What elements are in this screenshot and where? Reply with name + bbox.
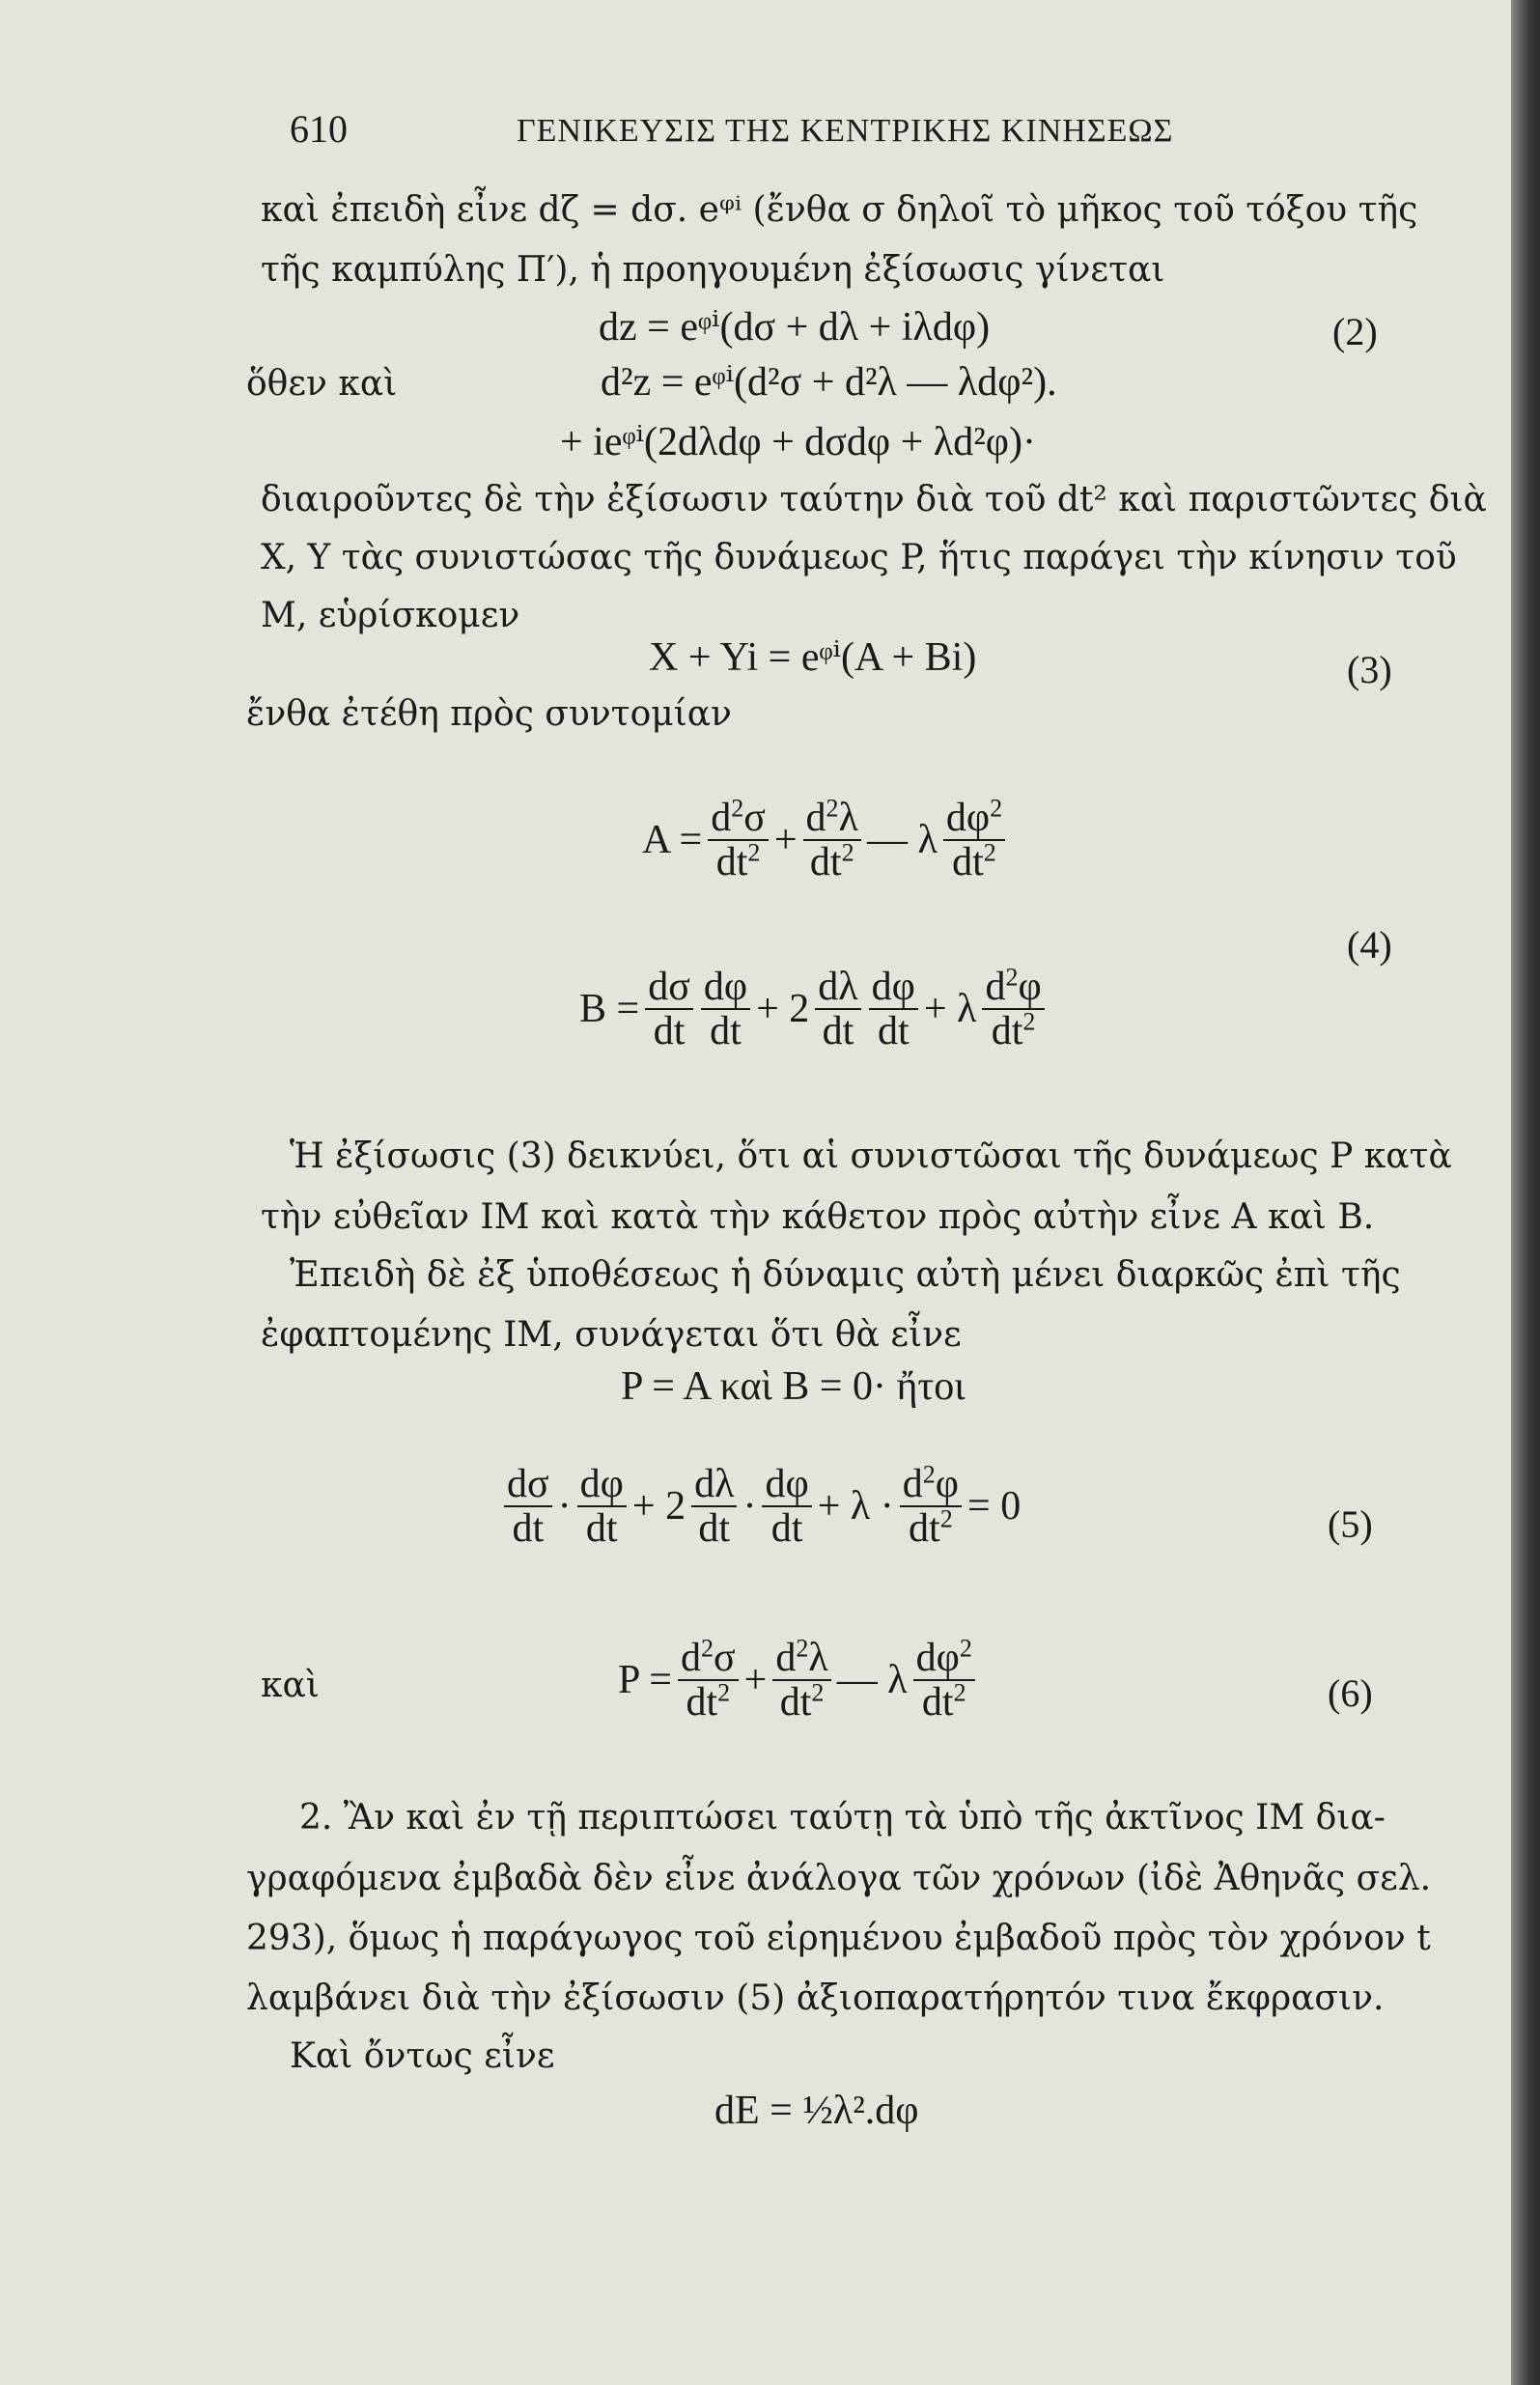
text-line: X, Y τὰς συνιστώσας τῆς δυνάμεως P, ἥτις παράγει τὴν κίνησιν τοῦ — [261, 538, 1457, 577]
equation-4a: A = $\frac{d^2\sigma}{dt^2}$ + $\frac{d^2\lambda}{dt^2}$ — λ $\frac{d\varphi^2}{dt^2}$ — [642, 797, 1007, 884]
equation-4b: B = $\frac{d\sigma}{dt}$ $\frac{d\varphi}{dt}$ + 2 $\frac{d\lambda}{dt}$ $\frac{d\varphi}{dt}$ + λ $\frac{d^2\varphi}{dt^2}$ — [579, 966, 1047, 1052]
equation-3: X + Yi = eᵠⁱ(A + Bi) — [649, 635, 977, 680]
text-line: διαιροῦντες δὲ τὴν ἐξίσωσιν ταύτην διὰ τοῦ dt² καὶ παριστῶντες διὰ — [261, 480, 1487, 519]
text-line: γραφόμενα ἐμβαδὰ δὲν εἶνε ἀνάλογα τῶν χρόνων (ἰδὲ Ἀθηνᾶς σελ. — [246, 1859, 1432, 1898]
equation-5: $\frac{d\sigma}{dt}$ · $\frac{d\varphi}{dt}$ + 2 $\frac{d\lambda}{dt}$ · $\frac{d\varphi}{dt}$ + λ · $\frac{d^2\varphi}{dt^2}$ = 0 — [502, 1463, 1021, 1550]
equation-dE: dE = ½λ².dφ — [714, 2089, 919, 2133]
running-title: ΓΕΝΙΚΕΥΣΙΣ ΤΗΣ ΚΕΝΤΡΙΚΗΣ ΚΙΝΗΣΕΩΣ — [517, 113, 1174, 149]
equation-P-equals-A: P = A καὶ B = 0· ἤτοι — [621, 1364, 966, 1409]
text-line: M, εὑρίσκομεν — [261, 596, 520, 635]
book-spine — [1511, 0, 1540, 2385]
text-line: Ἐπειδὴ δὲ ἐξ ὑποθέσεως ἡ δύναμις αὐτὴ μένει διαρκῶς ἐπὶ τῆς — [290, 1255, 1401, 1295]
text-line: ὅθεν καὶ — [246, 364, 398, 404]
equation-number: (4) — [1347, 923, 1392, 967]
page-number: 610 — [290, 107, 348, 151]
equation-number: (2) — [1332, 310, 1378, 353]
equation-d2z: d²z = eᵠⁱ(d²σ + d²λ — λdφ²). — [601, 360, 1057, 405]
text-line: 2. Ἂν καὶ ἐν τῇ περιπτώσει ταύτῃ τὰ ὑπὸ τῆς ἀκτῖνος IM δια- — [299, 1798, 1386, 1838]
equation-number: (3) — [1347, 648, 1392, 691]
text-line: Καὶ ὄντως εἶνε — [290, 2036, 555, 2076]
equation-6: P = $\frac{d^2\sigma}{dt^2}$ + $\frac{d^2\lambda}{dt^2}$ — λ $\frac{d\varphi^2}{dt^2}$ — [618, 1637, 977, 1724]
text-line: Ἡ ἐξίσωσις (3) δεικνύει, ὅτι αἱ συνιστῶσαι τῆς δυνάμεως P κατὰ — [290, 1136, 1452, 1176]
text-line: καὶ ἐπειδὴ εἶνε dζ = dσ. eᵠⁱ (ἔνθα σ δηλοῖ τὸ μῆκος τοῦ τόξου τῆς — [261, 190, 1418, 230]
equation-number: (5) — [1328, 1502, 1373, 1546]
text-line: καὶ — [261, 1666, 320, 1705]
text-line: τῆς καμπύλης Π′), ἡ προηγουμένη ἐξίσωσις γίνεται — [261, 250, 1165, 290]
equation-d2z-continued: + ieᵠⁱ(2dλdφ + dσdφ + λd²φ)· — [560, 420, 1037, 464]
text-line: ἐφαπτομένης IM, συνάγεται ὅτι θὰ εἶνε — [261, 1315, 962, 1355]
text-line: τὴν εὐθεῖαν IM καὶ κατὰ τὴν κάθετον πρὸς αὐτὴν εἶνε A καὶ B. — [261, 1197, 1375, 1237]
text-line: λαμβάνει διὰ τὴν ἐξίσωσιν (5) ἀξιοπαρατήρητόν τινα ἔκφρασιν. — [246, 1978, 1385, 2018]
text-line: 293), ὅμως ἡ παράγωγος τοῦ εἰρημένου ἐμβαδοῦ πρὸς τὸν χρόνον t — [246, 1919, 1431, 1958]
equation-2: dz = eᵠⁱ(dσ + dλ + iλdφ) — [599, 305, 991, 350]
equation-number: (6) — [1328, 1671, 1373, 1715]
text-line: ἔνθα ἐτέθη πρὸς συντομίαν — [246, 694, 732, 734]
